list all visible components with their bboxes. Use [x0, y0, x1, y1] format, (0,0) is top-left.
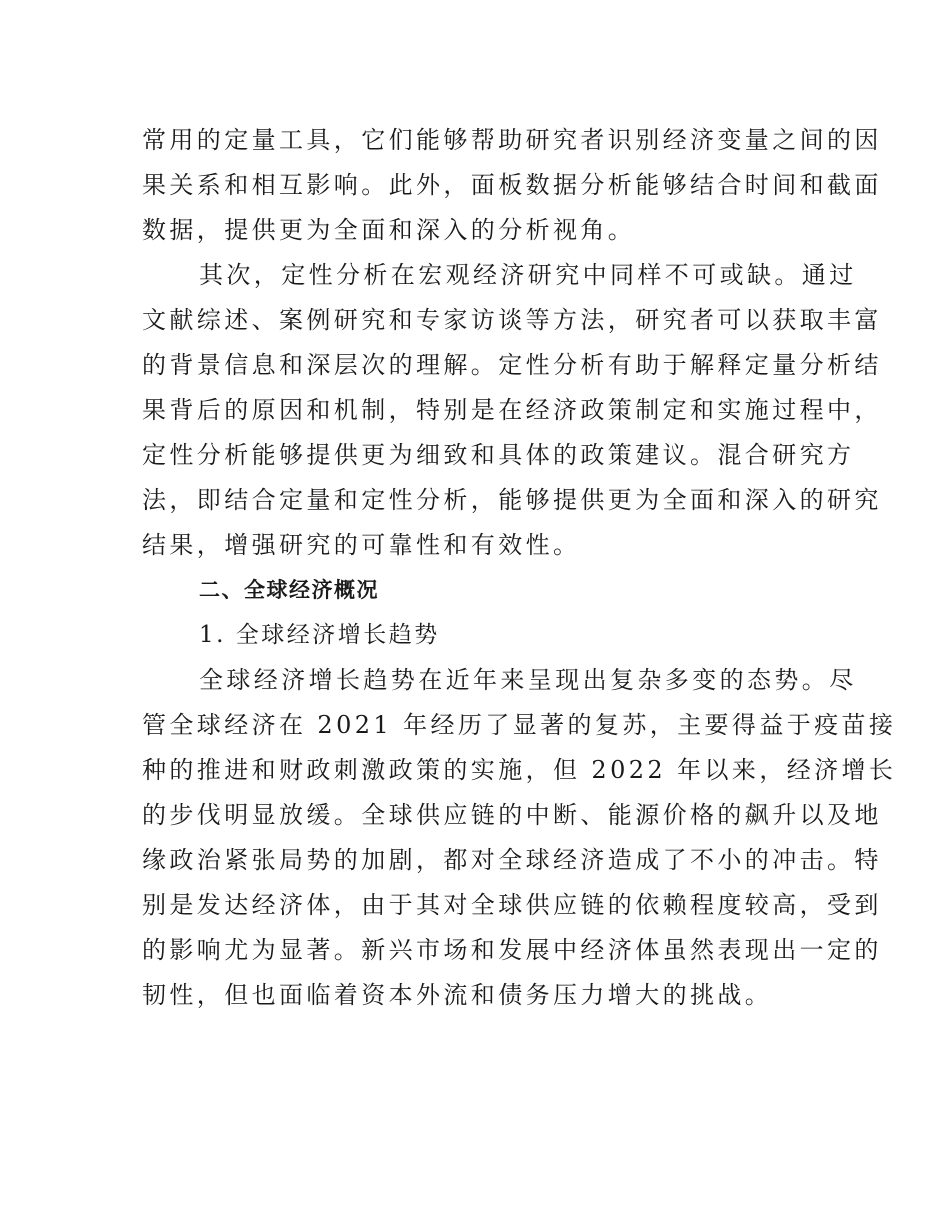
- paragraph-line: 别是发达经济体，由于其对全球供应链的依赖程度较高，受到: [142, 891, 882, 919]
- paragraph-continued-quantitative-tools: [142, 118, 882, 253]
- paragraph-line: 果背后的原因和机制，特别是在经济政策制定和实施过程中，: [142, 396, 882, 424]
- paragraph-line: 全球经济增长趋势在近年来呈现出复杂多变的态势。尽: [199, 666, 857, 694]
- paragraph-line: 其次，定性分析在宏观经济研究中同样不可或缺。通过: [199, 261, 857, 289]
- paragraph-line: 定性分析能够提供更为细致和具体的政策建议。混合研究方: [142, 441, 855, 469]
- paragraph-line: 的影响尤为显著。新兴市场和发展中经济体虽然表现出一定的: [142, 936, 882, 964]
- paragraph-line: 缘政治紧张局势的加剧，都对全球经济造成了不小的冲击。特: [142, 846, 882, 874]
- document-body: [142, 118, 897, 1018]
- paragraph-line: 果关系和相互影响。此外，面板数据分析能够结合时间和截面: [142, 171, 882, 199]
- paragraph-line: 管全球经济在 2021 年经历了显著的复苏，主要得益于疫苗接: [142, 711, 897, 739]
- paragraph-line: 结果，增强研究的可靠性和有效性。: [142, 531, 581, 559]
- paragraph-line: 韧性，但也面临着资本外流和债务压力增大的挑战。: [142, 981, 773, 1009]
- subsection-heading: 1. 全球经济增长趋势: [199, 622, 440, 648]
- paragraph-qualitative-analysis: [142, 253, 882, 568]
- paragraph-line: 文献综述、案例研究和专家访谈等方法，研究者可以获取丰富: [142, 306, 882, 334]
- paragraph-line: 的背景信息和深层次的理解。定性分析有助于解释定量分析结: [142, 351, 882, 379]
- paragraph-global-growth-trend: [142, 658, 897, 1018]
- paragraph-line: 的步伐明显放缓。全球供应链的中断、能源价格的飙升以及地: [142, 801, 882, 829]
- paragraph-line: 法，即结合定量和定性分析，能够提供更为全面和深入的研究: [142, 486, 882, 514]
- section-heading: 二、全球经济概况: [199, 578, 379, 602]
- paragraph-line: 数据，提供更为全面和深入的分析视角。: [142, 216, 636, 244]
- paragraph-line: 常用的定量工具，它们能够帮助研究者识别经济变量之间的因: [142, 126, 882, 154]
- paragraph-line: 种的推进和财政刺激政策的实施，但 2022 年以来，经济增长: [142, 756, 897, 784]
